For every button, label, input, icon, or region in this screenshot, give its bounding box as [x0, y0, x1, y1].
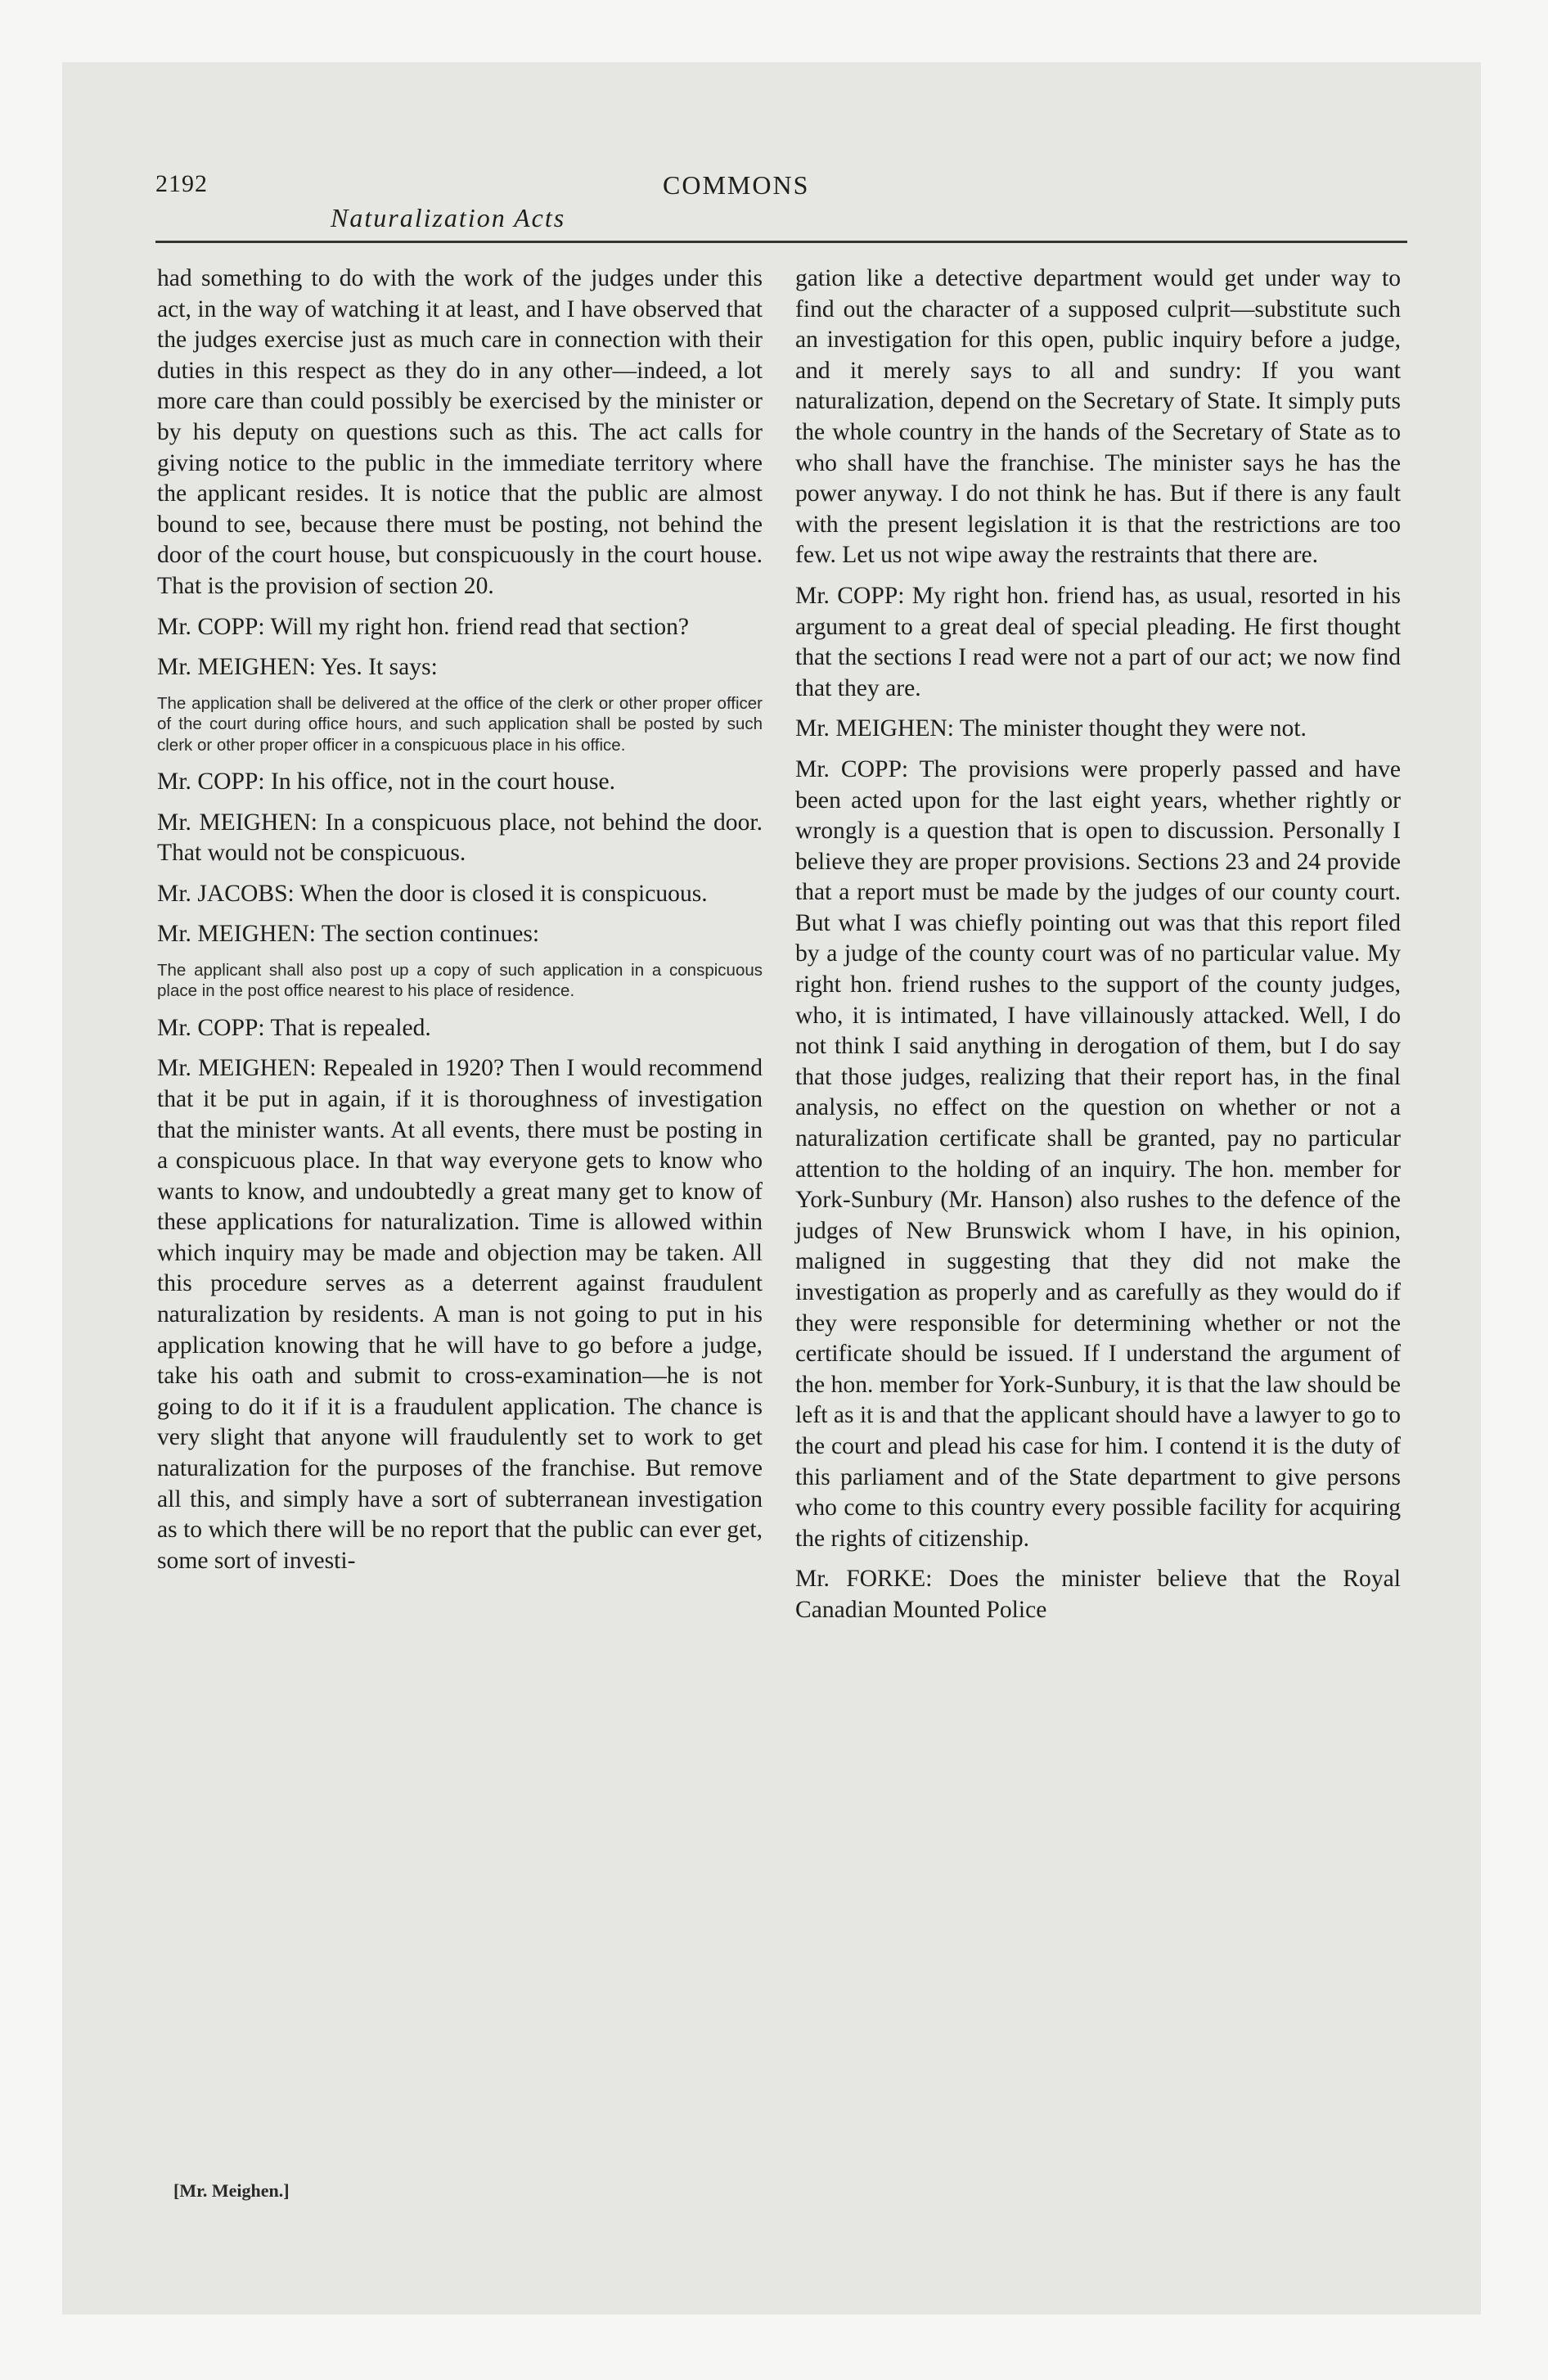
page-number: 2192 — [155, 170, 208, 197]
speech-meighen: Mr. MEIGHEN: The minister thought they were not. — [795, 715, 1307, 742]
section-title: Naturalization Acts — [331, 203, 566, 232]
speech-meighen: Mr. MEIGHEN: Yes. It says: — [157, 654, 438, 681]
speaker-attribution: [Mr. Meighen.] — [173, 2180, 290, 2201]
speech-copp: Mr. COPP: My right hon. friend has, as usual, resorted in his argument to a great deal of special pleading. He first thought that the sections I read were not a part of our act; we now find that they are. — [795, 582, 1401, 701]
speech-meighen: Mr. MEIGHEN: Repealed in 1920? Then I would recommend that it be put in again, if it is thoroughness of investigation that the minister wants. At all events, there must be posting in a conspicuous place. In that way everyone gets to know who wants to know, and undoubtedly a great many get to know of these applications for naturalization. Time is allowed within which inquiry may be made and objection may be taken. All this procedure serves as a deterrent against fraudulent naturalization by residents. A man is not going to put in his application knowing that he will have to go before a judge, take his oath and submit to cross-examination—he is not going to do it if it is a fraudulent application. The chance is very slight that anyone will fraudulently set to work to get naturalization for the purposes of the franchise. But remove all this, and simply have a sort of subterranean investigation as to which there will be no report that the public can ever get, some sort of investi- — [157, 1055, 763, 1574]
paragraph: had something to do with the work of the judges under this act, in the way of watching it at least, and I have observed that the judges exercise just as much care in connection with their duties in this respect as they do in any other—indeed, a lot more care than could possibly be exercised by the minister or by his deputy on questions such as this. The act calls for giving notice to the public in the immediate territory where the applicant resides. It is notice that the public are almost bound to see, because there must be posting, not behind the door of the court house, but conspicuously in the court house. That is the provision of section 20. — [157, 265, 763, 599]
paragraph: gation like a detective department would get under way to find out the character of a supposed culprit—substitute such an investigation for this open, public inquiry before a judge, and it merely says to all and sundry: If you want naturalization, depend on the Secretary of State. It simply puts the whole country in the hands of the Secretary of State as to who shall have the franchise. The minister says he has the power anyway. I do not think he has. But if there is any fault with the present legislation it is that the restrictions are too few. Let us not wipe away the restraints that there are. — [795, 265, 1401, 569]
speech-jacobs: Mr. JACOBS: When the door is closed it is conspicuous. — [157, 880, 708, 907]
header-rule — [155, 241, 1407, 243]
speech-copp: Mr. COPP: That is repealed. — [157, 1014, 431, 1041]
speech-copp: Mr. COPP: Will my right hon. friend read that section? — [157, 613, 690, 640]
right-column — [795, 264, 1401, 1636]
speech-meighen: Mr. MEIGHEN: The section continues: — [157, 921, 540, 948]
left-column — [157, 264, 763, 1586]
running-head — [155, 170, 1407, 249]
speech-forke: Mr. FORKE: Does the minister believe that the Royal Canadian Mounted Police — [795, 1566, 1401, 1623]
quoted-section: The applicant shall also post up a copy of such application in a conspicuous place in the post office nearest to his place of residence. — [157, 960, 763, 1001]
speech-copp: Mr. COPP: The provisions were properly passed and have been acted upon for the last eight years, whether rightly or wrongly is a question that is open to discussion. Personally I believe they are proper provisions. Sections 23 and 24 provide that a report must be made by the judges of our county court. But what I was chiefly pointing out was that this report filed by a judge of the county court was of no particular value. My right hon. friend rushes to the support of the county judges, who, it is intimated, I have villainously attacked. Well, I do not think I said anything in derogation of them, but I do say that those judges, realizing that their report has, in the final analysis, no effect on the question on whether or not a naturalization certificate shall be granted, pay no particular attention to the holding of an inquiry. The hon. member for York-Sunbury (Mr. Hanson) also rushes to the defence of the judges of New Brunswick whom I have, in his opinion, maligned in suggesting that they did not make the investigation as properly and as carefully as they would do if they were responsible for determining whether or not the certificate should be issued. If I understand the argument of the hon. member for York-Sunbury, it is that the law should be left as it is and that the applicant should have a lawyer to go to the court and plead his case for him. I contend it is the duty of this parliament and of the State department to give persons who come to this country every possible facility for acquiring the rights of citizenship. — [795, 755, 1401, 1552]
speech-copp: Mr. COPP: In his office, not in the court house. — [157, 768, 616, 795]
chamber-title: COMMONS — [663, 170, 810, 200]
speech-meighen: Mr. MEIGHEN: In a conspicuous place, not behind the door. That would not be conspicuous. — [157, 809, 763, 867]
quoted-section: The application shall be delivered at the office of the clerk or other proper officer of the court during office hours, and such application shall be posted by such clerk or other proper officer in a conspicuous place in his office. — [157, 693, 763, 755]
